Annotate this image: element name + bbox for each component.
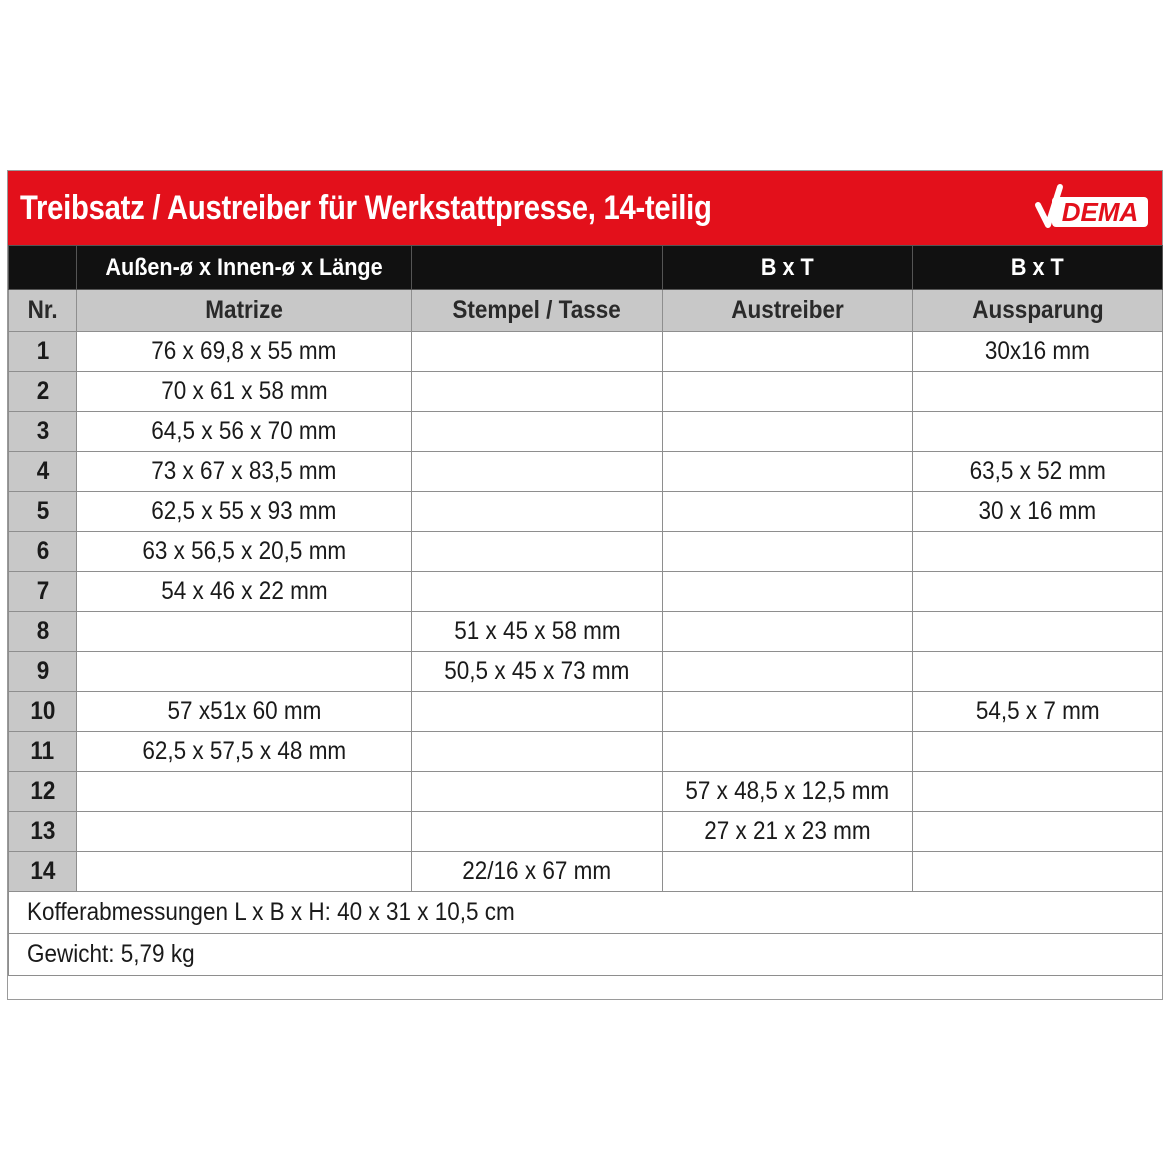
table-cell: 73 x 67 x 83,5 mm xyxy=(77,452,412,492)
table-row xyxy=(9,772,1163,812)
table-cell xyxy=(412,572,663,612)
spec-sheet xyxy=(7,170,1163,1000)
table-cell xyxy=(913,612,1163,652)
table-cell: 51 x 45 x 58 mm xyxy=(412,612,663,652)
table-cell: 57 x51x 60 mm xyxy=(77,692,412,732)
table-cell: 76 x 69,8 x 55 mm xyxy=(77,332,412,372)
column-header-nr: Nr. xyxy=(9,290,77,332)
row-number: 4 xyxy=(9,452,77,492)
table-row xyxy=(9,732,1163,772)
table-cell: 54 x 46 x 22 mm xyxy=(77,572,412,612)
table-cell xyxy=(663,492,913,532)
table-cell xyxy=(663,572,913,612)
table-cell: 62,5 x 57,5 x 48 mm xyxy=(77,732,412,772)
table-cell xyxy=(663,532,913,572)
table-cell xyxy=(412,532,663,572)
title-bar xyxy=(8,171,1162,245)
table-cell: 27 x 21 x 23 mm xyxy=(663,812,913,852)
table-cell: 22/16 x 67 mm xyxy=(412,852,663,892)
table-cell: 63 x 56,5 x 20,5 mm xyxy=(77,532,412,572)
table-row xyxy=(9,612,1163,652)
table-cell xyxy=(663,852,913,892)
table-cell xyxy=(412,332,663,372)
header-row-sub xyxy=(9,290,1163,332)
table-cell xyxy=(77,652,412,692)
row-number: 3 xyxy=(9,412,77,452)
table-cell xyxy=(412,772,663,812)
table-cell: 50,5 x 45 x 73 mm xyxy=(412,652,663,692)
dema-logo xyxy=(1032,179,1152,237)
table-cell xyxy=(913,372,1163,412)
table-row xyxy=(9,452,1163,492)
table-row xyxy=(9,332,1163,372)
table-row xyxy=(9,812,1163,852)
column-header-stempel: Stempel / Tasse xyxy=(412,290,663,332)
table-cell xyxy=(663,452,913,492)
table-row xyxy=(9,532,1163,572)
row-number: 1 xyxy=(9,332,77,372)
row-number: 9 xyxy=(9,652,77,692)
table-cell: 62,5 x 55 x 93 mm xyxy=(77,492,412,532)
table-cell xyxy=(663,412,913,452)
table-cell xyxy=(412,732,663,772)
table-cell: 70 x 61 x 58 mm xyxy=(77,372,412,412)
table-cell xyxy=(913,532,1163,572)
footer-row xyxy=(9,892,1163,934)
table-cell xyxy=(913,812,1163,852)
row-number: 11 xyxy=(9,732,77,772)
row-number: 2 xyxy=(9,372,77,412)
spec-table xyxy=(8,245,1163,976)
sheet-title: Treibsatz / Austreiber für Werkstattpresse, 14-teilig xyxy=(20,188,712,227)
table-cell xyxy=(412,492,663,532)
table-cell xyxy=(913,732,1163,772)
table-cell xyxy=(77,812,412,852)
table-cell xyxy=(663,332,913,372)
table-cell xyxy=(77,612,412,652)
table-row xyxy=(9,372,1163,412)
table-cell xyxy=(663,652,913,692)
table-row xyxy=(9,492,1163,532)
table-cell: 54,5 x 7 mm xyxy=(913,692,1163,732)
table-row xyxy=(9,852,1163,892)
table-cell: 64,5 x 56 x 70 mm xyxy=(77,412,412,452)
table-cell xyxy=(663,372,913,412)
column-header-aussparung: Aussparung xyxy=(913,290,1163,332)
header-row-top xyxy=(9,246,1163,290)
table-cell xyxy=(663,732,913,772)
header-cell: B x T xyxy=(663,246,913,290)
footer-row xyxy=(9,934,1163,976)
table-cell: 63,5 x 52 mm xyxy=(913,452,1163,492)
row-number: 5 xyxy=(9,492,77,532)
table-cell xyxy=(412,692,663,732)
row-number: 8 xyxy=(9,612,77,652)
row-number: 14 xyxy=(9,852,77,892)
table-cell xyxy=(913,572,1163,612)
row-number: 10 xyxy=(9,692,77,732)
footer-weight: Gewicht: 5,79 kg xyxy=(9,934,1163,976)
header-cell: B x T xyxy=(913,246,1163,290)
table-cell xyxy=(77,852,412,892)
table-cell xyxy=(663,612,913,652)
table-cell xyxy=(913,412,1163,452)
row-number: 6 xyxy=(9,532,77,572)
table-cell xyxy=(913,772,1163,812)
table-row xyxy=(9,412,1163,452)
row-number: 12 xyxy=(9,772,77,812)
table-row xyxy=(9,572,1163,612)
table-cell xyxy=(913,652,1163,692)
column-header-austreiber: Austreiber xyxy=(663,290,913,332)
header-cell: Außen-ø x Innen-ø x Länge xyxy=(77,246,412,290)
column-header-matrize: Matrize xyxy=(77,290,412,332)
row-number: 7 xyxy=(9,572,77,612)
table-cell xyxy=(412,372,663,412)
table-cell xyxy=(913,852,1163,892)
table-row xyxy=(9,692,1163,732)
table-cell xyxy=(412,412,663,452)
row-number: 13 xyxy=(9,812,77,852)
header-cell xyxy=(9,246,77,290)
table-cell: 30x16 mm xyxy=(913,332,1163,372)
table-cell xyxy=(412,812,663,852)
footer-dimensions: Kofferabmessungen L x B x H: 40 x 31 x 10,5 cm xyxy=(9,892,1163,934)
table-cell xyxy=(412,452,663,492)
table-cell: 57 x 48,5 x 12,5 mm xyxy=(663,772,913,812)
logo-text: DEMA xyxy=(1061,197,1139,227)
table-cell xyxy=(663,692,913,732)
table-cell: 30 x 16 mm xyxy=(913,492,1163,532)
header-cell xyxy=(412,246,663,290)
table-cell xyxy=(77,772,412,812)
table-row xyxy=(9,652,1163,692)
